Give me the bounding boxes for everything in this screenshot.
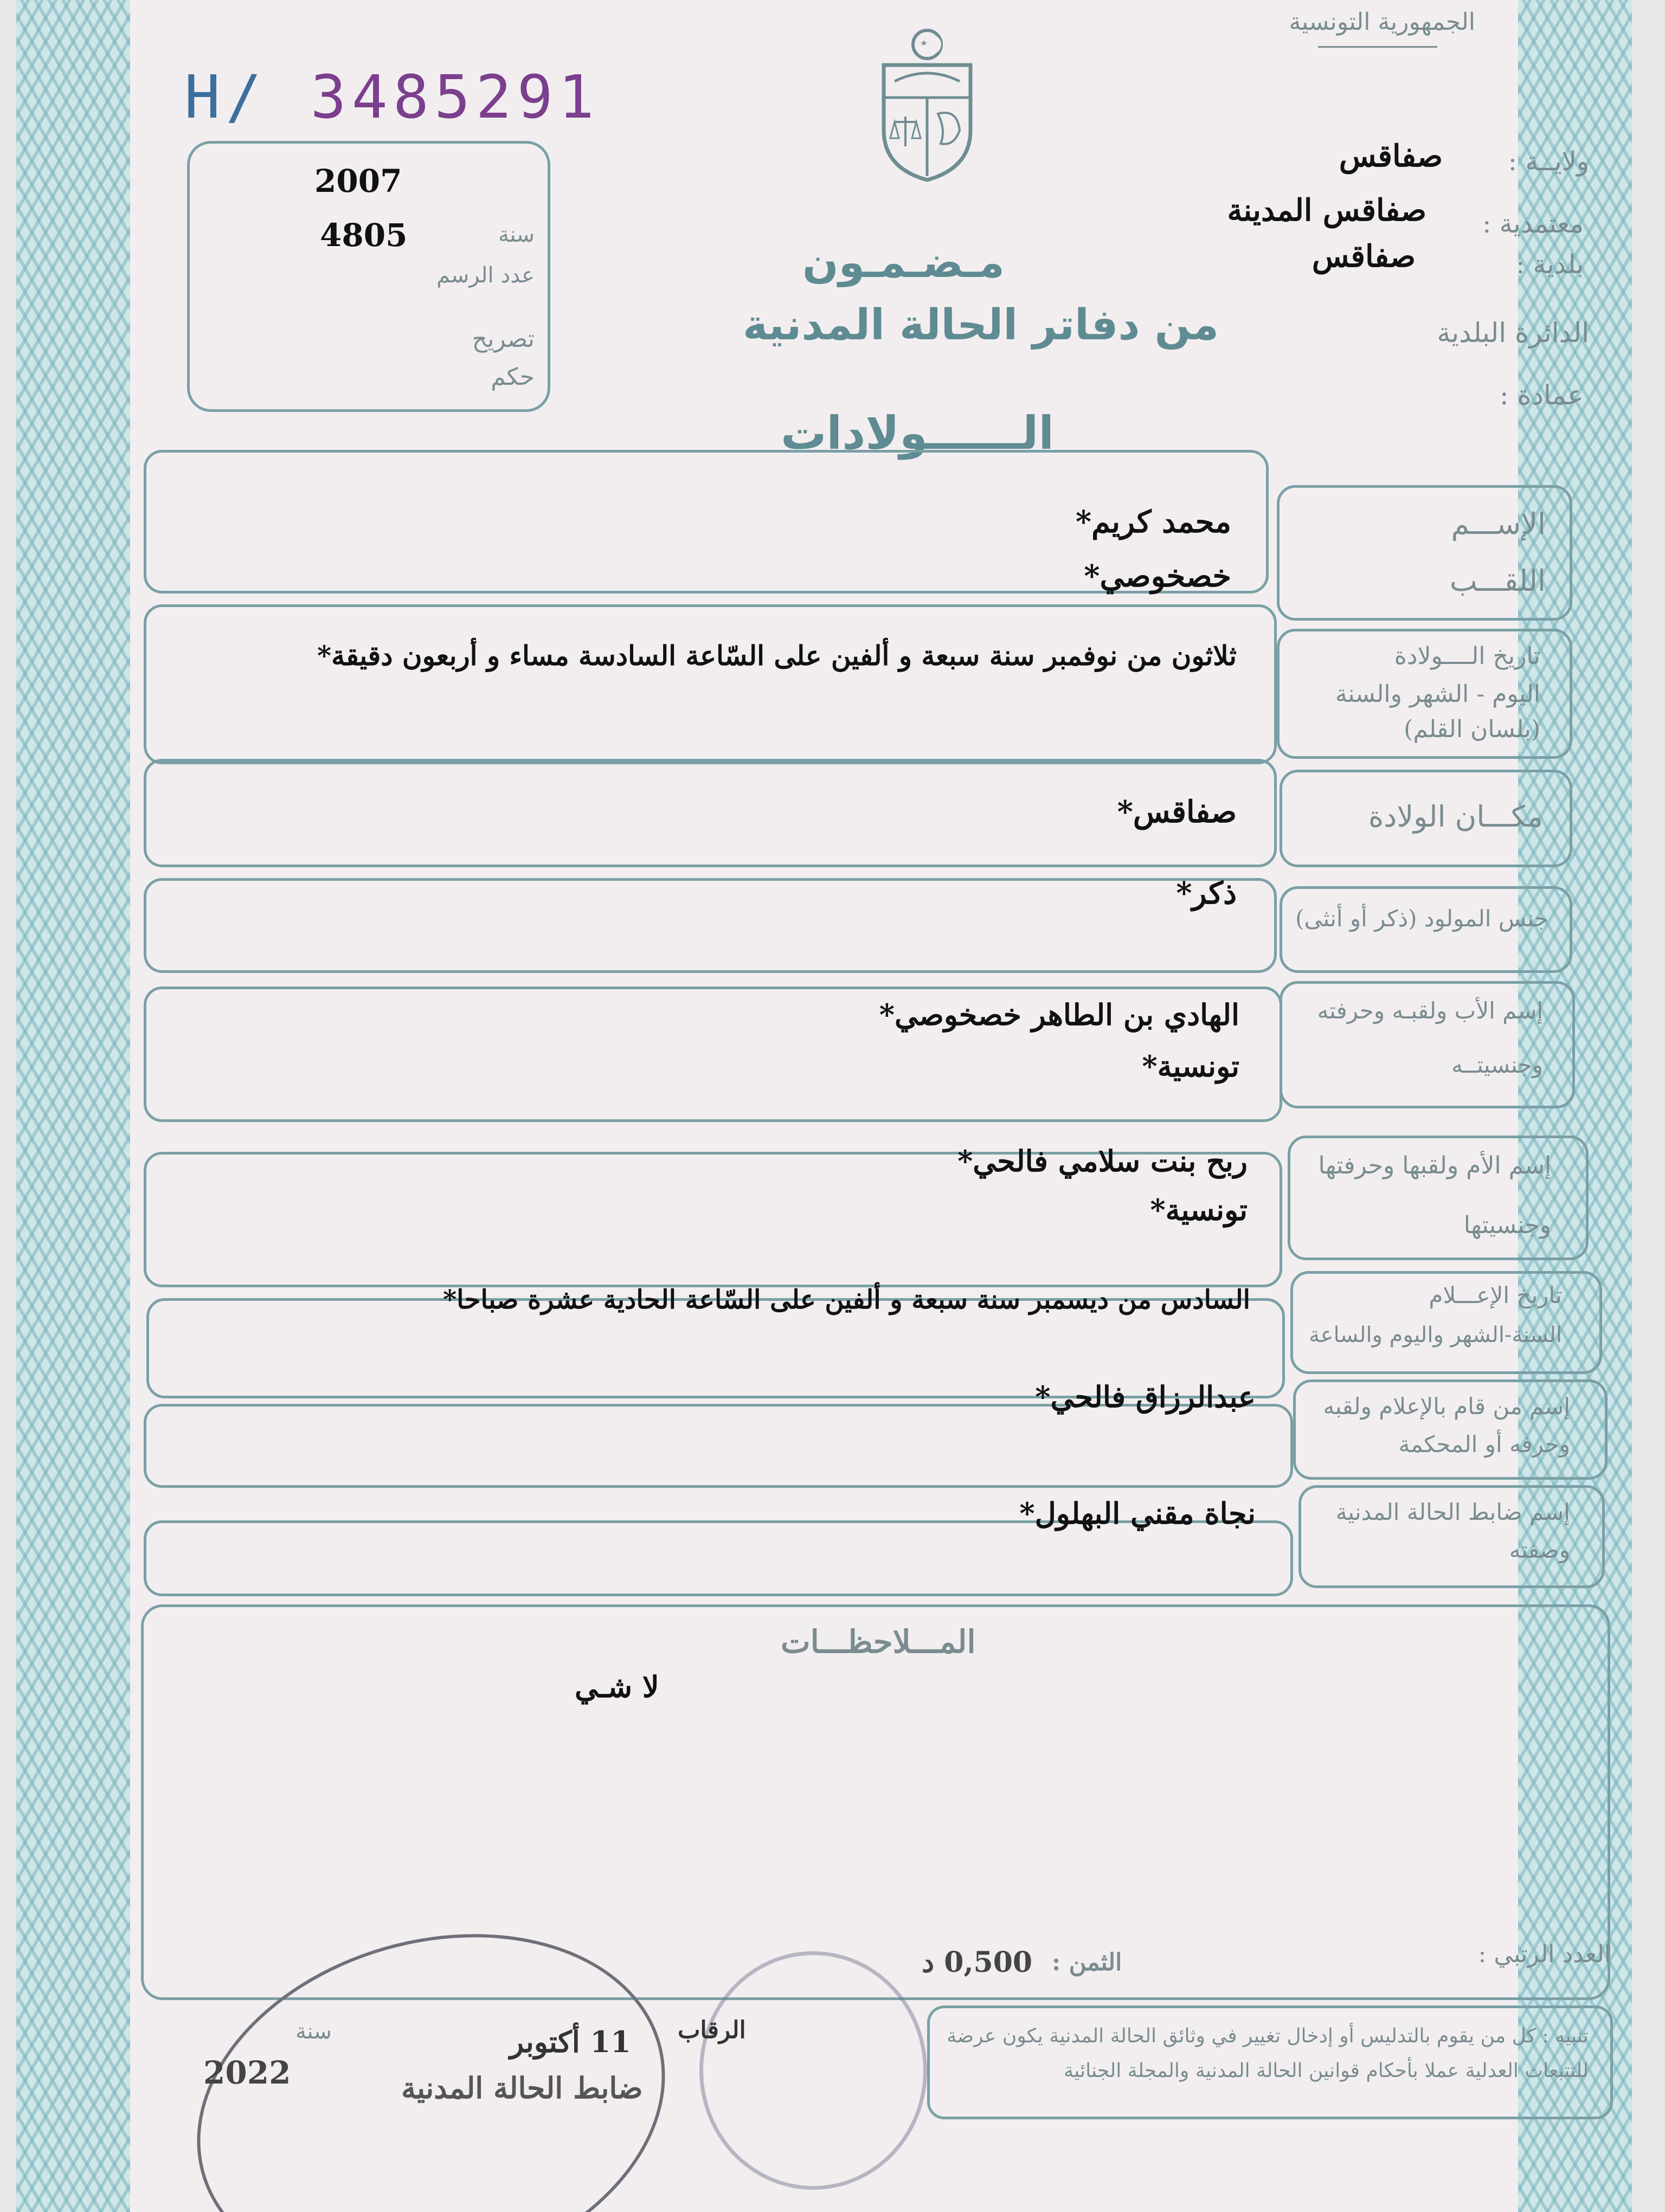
field-name-label-line2: اللقـــب [1449, 564, 1546, 598]
field-birthdate-label-line1: تاريخ الــــولادة [1394, 642, 1540, 670]
field-sex-label-line1: جنس المولود (ذكر أو أنثى) [1295, 905, 1548, 932]
field-officer-label-line1: إسم ضابط الحالة المدنية [1335, 1499, 1570, 1525]
field-mother-label-line2: وجنسيتها [1463, 1211, 1551, 1239]
field-name-value-line2: خصخوصي* [1084, 558, 1231, 594]
field-father-value-line2: تونسية* [1142, 1049, 1239, 1084]
stamp-date: 11 أكتوبر [510, 2024, 631, 2059]
field-birthplace-value-line1: صفاقس* [1117, 794, 1237, 830]
ordinal-number-label: العدد الرتبي : [1478, 1940, 1611, 1968]
field-father-label-line1: إسم الأب ولقبـه وحرفته [1317, 997, 1543, 1024]
field-mother-value-line2: تونسية* [1150, 1192, 1248, 1227]
serial-prefix: H/ [184, 62, 267, 132]
field-father-label-line2: وجنسيتــه [1451, 1052, 1543, 1078]
field-sex-value-line1: ذكر* [1176, 875, 1237, 911]
official-seal-icon [699, 1951, 927, 2190]
registration-number-value: 4805 [320, 217, 408, 254]
registration-declaration-label: تصريح [472, 325, 535, 353]
remarks-value: لا شـي [575, 1669, 659, 1704]
remarks-title: المـــلاحظـــات [781, 1623, 976, 1660]
field-birthdate-value-box [144, 604, 1277, 764]
republic-underline [1318, 46, 1437, 48]
field-declarant-label-line1: إسم من قام بالإعلام ولقبه [1323, 1393, 1570, 1420]
section-title: الــــــولادات [781, 407, 1055, 460]
document-title-line2: من دفاتر الحالة المدنية [743, 301, 1219, 350]
field-birthplace-value-box [144, 759, 1277, 867]
serial-value: 3485291 [310, 62, 600, 132]
registration-judgment-label: حكم [491, 363, 535, 391]
field-birthdate-value-line1: ثلاثون من نوفمبر سنة سبعة و ألفين على السّاعة السادسة مساء و أربعون دقيقة* [317, 640, 1237, 672]
field-sex-value-box [144, 878, 1277, 973]
field-declaration-date-value-line1: السادس من ديسمبر سنة سبعة و ألفين على السّاعة الحادية عشرة صباحا* [443, 1285, 1250, 1315]
field-birthdate-label-line2: اليوم - الشهر والسنة [1335, 680, 1540, 708]
coat-of-arms-icon [867, 27, 987, 184]
field-declaration-date-label-line2: السنة-الشهر واليوم والساعة [1309, 1323, 1562, 1347]
baladia-label: بلدية : [1516, 249, 1584, 280]
document-title-line1: مـضـمـون [802, 238, 1005, 287]
field-declarant-value-box [144, 1404, 1293, 1488]
field-mother-value-line1: ربح بنت سلامي فالحي* [957, 1144, 1248, 1178]
wilaya-label: ولايــة : [1508, 146, 1589, 177]
field-officer-value-box [144, 1520, 1293, 1596]
remarks-box [141, 1604, 1610, 2000]
field-name-label-line1: الإســـم [1451, 507, 1546, 541]
field-officer-label-line2: وصفته [1509, 1537, 1570, 1563]
stamp-year-label: سنة [295, 2019, 332, 2044]
price-value: 0,500 د [922, 1946, 1033, 1979]
field-name-label-box [1277, 485, 1572, 621]
field-father-value-line1: الهادي بن الطاهر خصخوصي* [879, 997, 1239, 1032]
field-declarant-label-line2: وحرفه أو المحكمة [1398, 1431, 1570, 1458]
field-birthdate-label-line3: (بلسان القلم) [1404, 715, 1540, 743]
motamadia-value: صفاقس المدينة [1227, 192, 1426, 228]
field-officer-value-line1: نجاة مقني البهلول* [1019, 1496, 1256, 1531]
field-birthplace-label-line1: مكـــان الولادة [1368, 799, 1543, 834]
field-mother-label-line1: إسم الأم ولقبها وحرفتها [1318, 1152, 1551, 1179]
serial-number [184, 62, 600, 132]
registration-year-label: سنة [498, 222, 535, 247]
warning-text: تنبيه : كل من يقوم بالتدليس أو إدخال تغيير في وثائق الحالة المدنية يكون عرضة للتتبعات العدلية عملا بأحكام قوانين الحالة المدنية والمجلة الجنائية [947, 2025, 1589, 2082]
stamp-officer-title: ضابط الحالة المدنية [401, 2071, 643, 2105]
omada-label: عمادة : [1499, 379, 1584, 411]
wilaya-value: صفاقس [1339, 138, 1443, 174]
daira-label: الدائرة البلدية [1437, 317, 1589, 349]
baladia-value: صفاقس [1312, 238, 1416, 274]
motamadia-label: معتمدية : [1482, 209, 1584, 239]
stamp-year: 2022 [203, 2054, 291, 2091]
field-declaration-date-label-line1: تاريخ الإعـــلام [1429, 1282, 1562, 1308]
left-security-border [16, 0, 130, 2212]
registration-number-label: عدد الرسم [436, 263, 535, 288]
price-label: الثمن : [1052, 1949, 1122, 1976]
republic-label: الجمهورية التونسية [1289, 8, 1475, 36]
registration-year-value: 2007 [314, 163, 402, 199]
field-name-value-line1: محمد كريم* [1075, 504, 1231, 540]
field-declarant-value-line1: عبدالرزاق فالحي* [1035, 1379, 1256, 1414]
stamp-prefix: الرقاب [678, 2016, 746, 2044]
